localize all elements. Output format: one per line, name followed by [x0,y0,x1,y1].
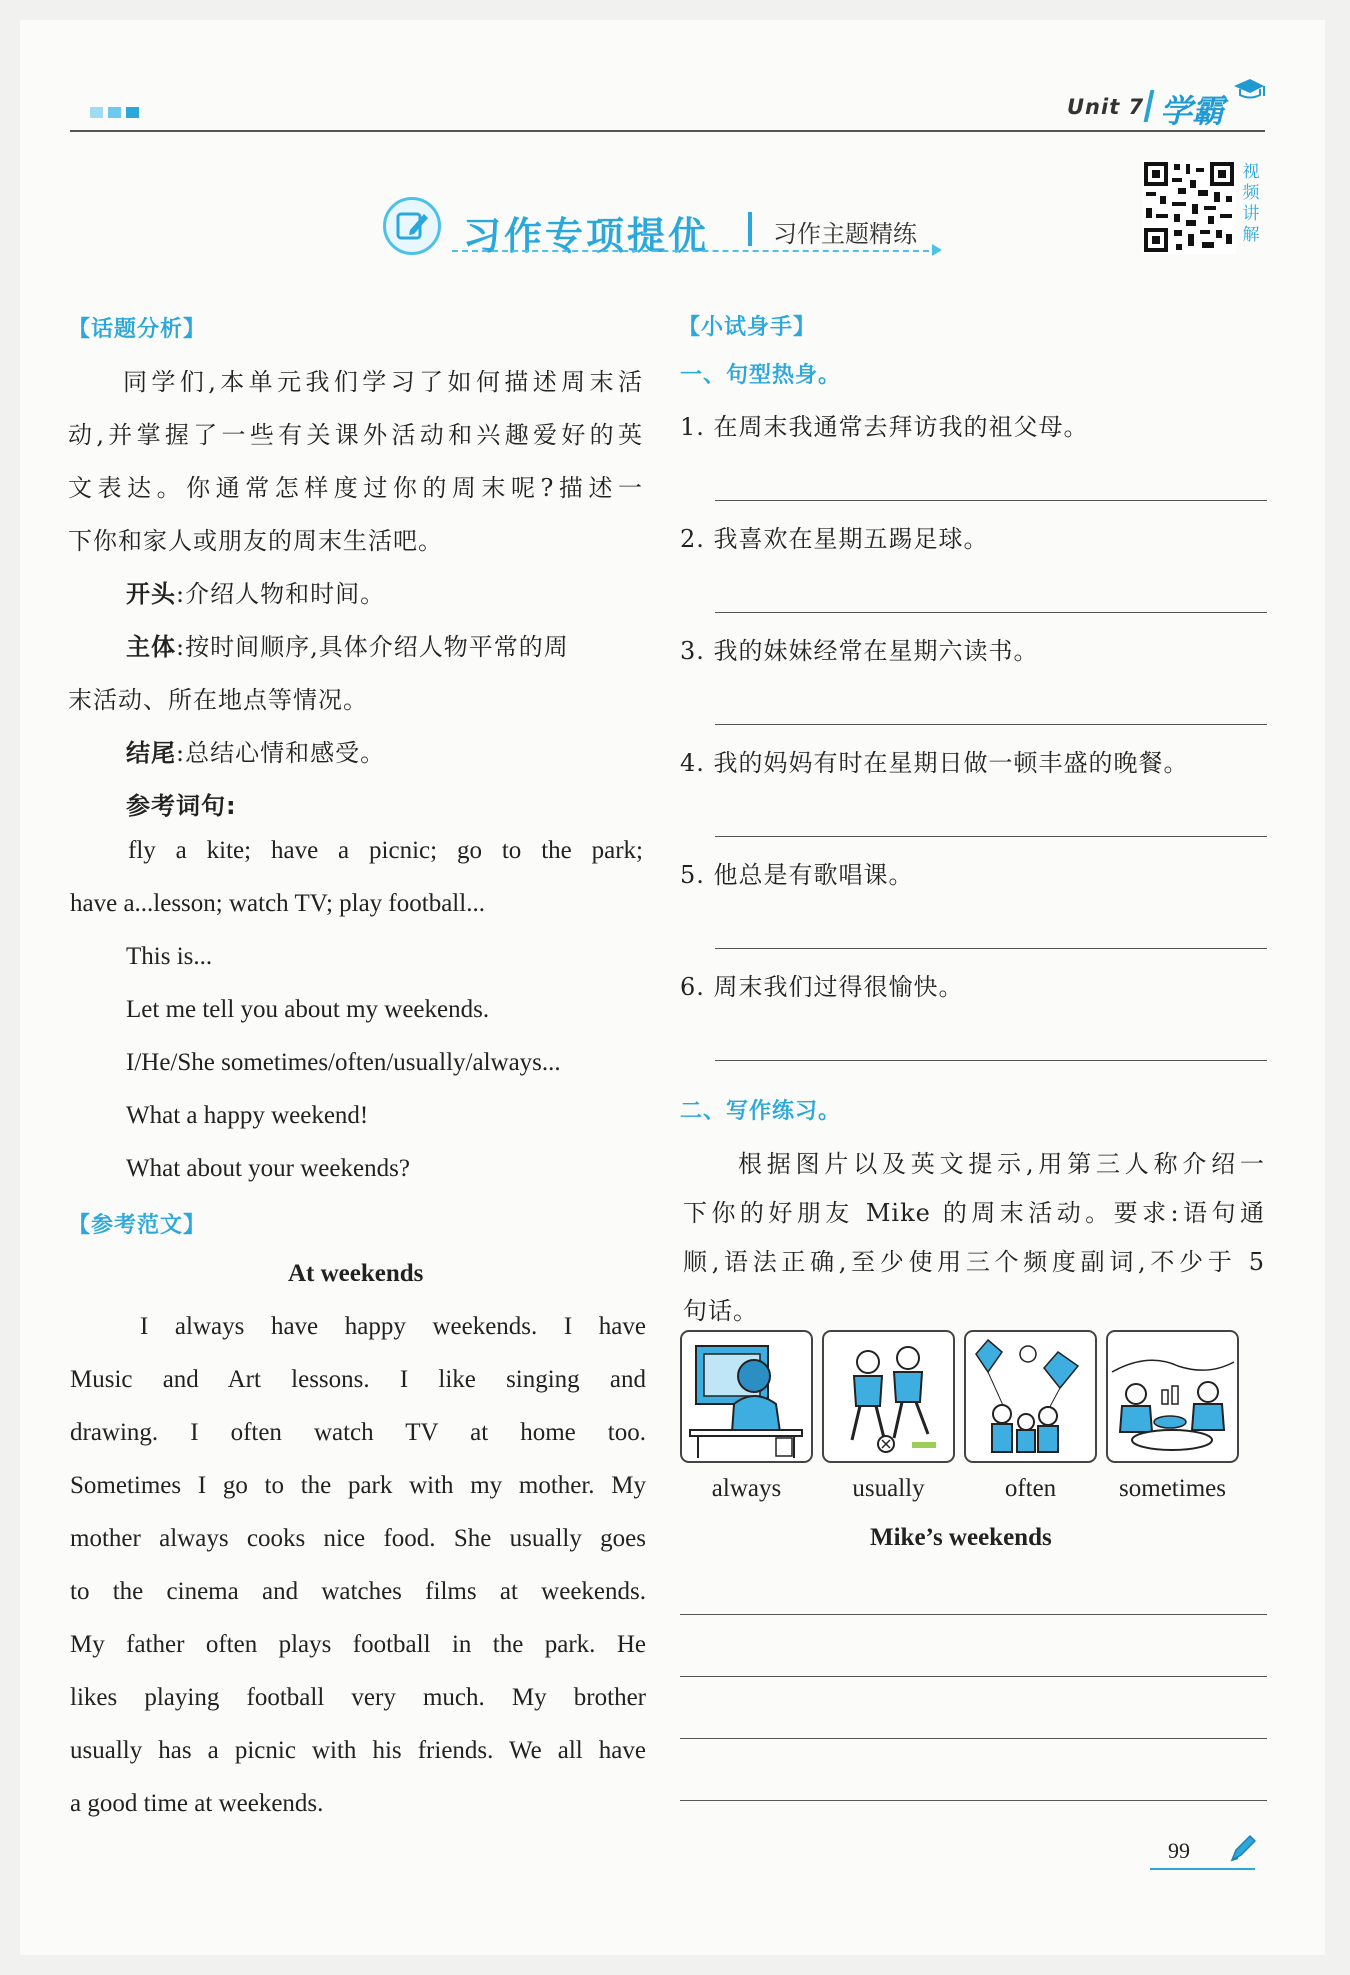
picture-label: sometimes [1119,1475,1226,1502]
football-icon [822,1330,955,1463]
section-title: 习作专项提优 [463,214,710,258]
header-rule [70,130,1265,132]
sample-line: I always have happy weekends. I have [140,1313,646,1340]
exercise-item: 4. 我的妈妈有时在星期日做一顿丰盛的晚餐。 [680,749,1189,777]
sample-line: Music and Art lessons. I like singing and [70,1366,646,1393]
unit-label: Unit 7 [1067,95,1145,119]
pencil-icon [1228,1834,1256,1864]
computer-icon [680,1330,813,1463]
answer-line[interactable] [715,948,1267,949]
writing-line[interactable] [680,1738,1267,1739]
brand-logo: 学霸 [1160,92,1225,130]
sample-line: usually has a picnic with his friends. We all have [70,1737,646,1764]
exercise-item: 1. 在周末我通常去拜访我的祖父母。 [680,413,1089,441]
body-item [126,627,643,662]
task-line: 句话。 [683,1297,758,1325]
sample-line: to the cinema and watches films at weekends. [70,1578,646,1605]
sentence-line: What a happy weekend! [126,1102,369,1129]
body-text: :按时间顺序,具体介绍人物平常的周 [176,633,569,661]
intro-line: 文表达。你通常怎样度过你的周末呢?描述一 [68,474,643,502]
opening-text: :介绍人物和时间。 [176,580,386,608]
kite-icon [964,1330,1097,1463]
exercise-item: 2. 我喜欢在星期五踢足球。 [680,525,989,553]
section-subtitle: 习作主题精练 [773,220,917,248]
intro-line: 下你和家人或朋友的周末生活吧。 [68,527,443,555]
picture-label: usually [852,1475,925,1502]
picnic-icon [1106,1330,1239,1463]
try-it-heading: 【小试身手】 [678,315,817,340]
phrase-line: have a...lesson; watch TV; play football... [70,890,485,917]
opening-label: 开头 [126,580,176,608]
sample-line: likes playing football very much. My brother [70,1684,646,1711]
answer-line[interactable] [715,500,1267,501]
picture-row [680,1330,1239,1463]
answer-line[interactable] [715,1060,1267,1061]
qr-video-label: 视频讲解 [1242,162,1260,245]
topic-analysis-heading: 【话题分析】 [68,317,207,342]
sample-essay-heading: 【参考范文】 [68,1213,207,1238]
pencil-note-icon [383,197,441,255]
sentence-line: I/He/She sometimes/often/usually/always... [126,1049,561,1076]
writing-line[interactable] [680,1800,1267,1801]
sentence-line: This is... [126,943,213,970]
title-dashed-rule [452,250,939,252]
sample-line: My father often plays football in the park. He [70,1631,646,1658]
part1-heading: 一、句型热身。 [680,363,842,388]
qr-code-icon[interactable] [1142,160,1236,254]
writing-line[interactable] [680,1614,1267,1615]
intro-line: 同学们,本单元我们学习了如何描述周末活 [123,368,643,396]
sample-line: a good time at weekends. [70,1790,324,1817]
sentence-line: What about your weekends? [126,1155,410,1182]
task-line: 根据图片以及英文提示,用第三人称介绍一 [738,1150,1265,1178]
ending-text: :总结心情和感受。 [176,739,386,767]
sentence-line: Let me tell you about my weekends. [126,996,490,1023]
exercise-item: 6. 周末我们过得很愉快。 [680,973,964,1001]
essay-title: Mike’s weekends [870,1524,1052,1551]
picture-label: often [1004,1475,1057,1502]
exercise-item: 5. 他总是有歌唱课。 [680,861,914,889]
header-squares [90,107,139,118]
title-separator [748,212,752,246]
task-line: 顺,语法正确,至少使用三个频度副词,不少于 5 [683,1248,1265,1276]
opening-item [126,574,385,609]
sample-line: drawing. I often watch TV at home too. [70,1419,646,1446]
phrase-line: fly a kite; have a picnic; go to the park; [128,837,643,864]
ending-item [126,733,385,768]
body-label: 主体 [126,633,176,661]
writing-line[interactable] [680,1676,1267,1677]
arrow-icon [932,244,942,256]
reference-label: 参考词句: [126,792,237,820]
exercise-item: 3. 我的妹妹经常在星期六读书。 [680,637,1039,665]
answer-line[interactable] [715,836,1267,837]
answer-line[interactable] [715,612,1267,613]
ending-label: 结尾 [126,739,176,767]
graduation-cap-icon [1232,76,1266,102]
sample-line: mother always cooks nice food. She usually goes [70,1525,646,1552]
sample-essay-title: At weekends [288,1260,424,1287]
page-number-rule [1150,1868,1255,1870]
task-line: 下你的好朋友 Mike 的周末活动。要求:语句通 [683,1199,1265,1227]
page [20,20,1325,1955]
part2-heading: 二、写作练习。 [680,1099,842,1124]
answer-line[interactable] [715,724,1267,725]
sample-line: Sometimes I go to the park with my mother. My [70,1472,646,1499]
page-number: 99 [1168,1838,1190,1863]
picture-label: always [711,1475,782,1502]
body-text-cont: 末活动、所在地点等情况。 [68,686,368,714]
intro-line: 动,并掌握了一些有关课外活动和兴趣爱好的英 [68,421,643,449]
